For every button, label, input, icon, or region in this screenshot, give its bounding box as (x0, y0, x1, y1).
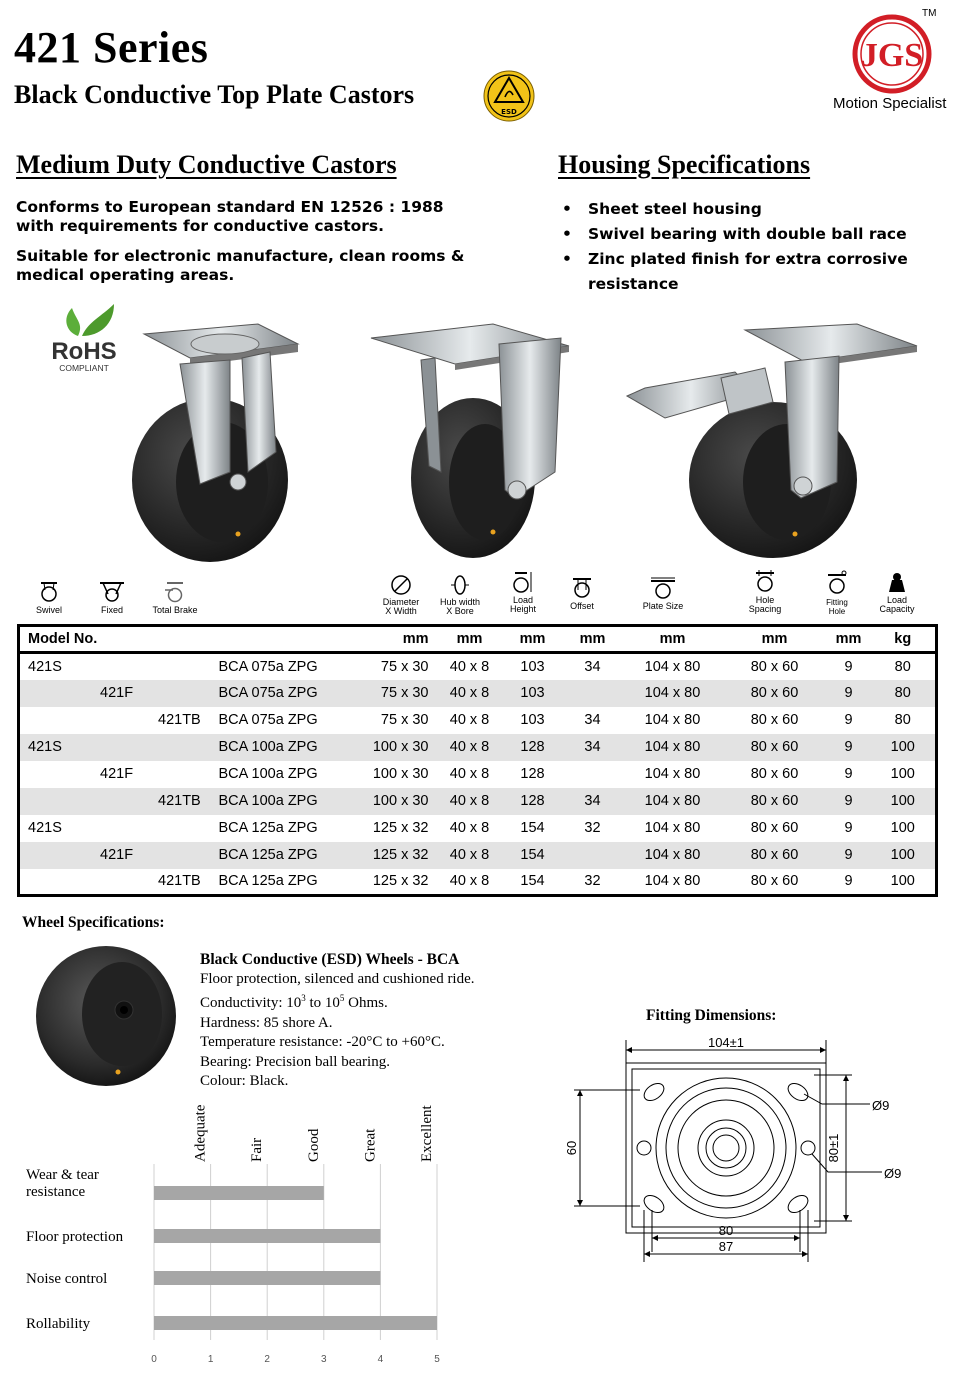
fitting-title: Fitting Dimensions: (646, 1007, 777, 1024)
spacing-cell: 80 x 60 (750, 712, 799, 728)
category-label: Rollability (26, 1316, 91, 1332)
offset-icon (570, 576, 594, 600)
page-subtitle: Black Conductive Top Plate Castors (14, 80, 415, 109)
spacing-cell: 80 x 60 (750, 658, 799, 675)
dim-spacing-label: 60 (564, 1140, 579, 1156)
diameter-cell: 125 x 32 (372, 873, 429, 890)
load-cell: 100 (890, 793, 915, 809)
height-cell: 128 (520, 793, 545, 809)
wheel-colour: Colour: Black. (200, 1073, 289, 1089)
list-item: • Swivel bearing with double ball race (562, 222, 969, 247)
load-cell: 100 (890, 820, 915, 836)
code-cell: BCA 100a ZPG (218, 739, 318, 755)
hub-spec: Hub width X Bore (436, 574, 484, 616)
section-heading-conductive: Medium Duty Conductive Castors (16, 150, 397, 179)
hub-icon (449, 574, 471, 596)
plate-size-icon (648, 576, 678, 600)
rohs-compliant-text: COMPLIANT (59, 363, 109, 373)
offset-cell: 34 (584, 658, 601, 675)
trademark: TM (922, 8, 937, 19)
load-capacity-spec: Load Capacity (876, 572, 918, 614)
offset-cell: 34 (584, 739, 601, 755)
fitting-hole-spec: Fitting Hole (818, 570, 856, 616)
model-cell: 421S (28, 820, 62, 836)
weight-icon (886, 572, 908, 594)
offset-cell: 34 (584, 793, 601, 809)
spacing-cell: 80 x 60 (750, 793, 799, 809)
hole-cell: 9 (844, 685, 853, 701)
dim-plate-label: 87 (718, 1239, 734, 1254)
total-brake-spec (150, 580, 200, 615)
model-cell: 421TB (158, 793, 201, 809)
swivel-castor-image (130, 322, 310, 562)
fixed-label: Fixed (100, 605, 123, 615)
code-cell: BCA 125a ZPG (218, 847, 318, 863)
code-cell: BCA 075a ZPG (218, 712, 318, 728)
fixed-icon (99, 580, 125, 604)
total-brake-label: Total Brake (152, 605, 198, 615)
plate-cell: 104 x 80 (644, 712, 701, 728)
spacing-cell: 80 x 60 (750, 820, 799, 836)
hole-cell: 9 (844, 793, 853, 809)
rating-label: Fair (249, 1137, 266, 1162)
column-header: mm (835, 631, 862, 647)
model-cell: 421F (100, 766, 134, 782)
hole-diameter-label: Ø9 (872, 1098, 890, 1113)
offset-spec: Offset (565, 576, 599, 611)
standard-paragraph: Conforms to European standard EN 12526 : 1988 with requirements for conductive castors. (16, 198, 444, 235)
diameter-cell: 100 x 30 (372, 739, 429, 755)
rohs-logo-icon (48, 302, 120, 376)
load-cell: 100 (890, 847, 915, 863)
plate-cell: 104 x 80 (644, 766, 701, 782)
page-title: 421 Series (14, 23, 209, 72)
hub-cell: 40 x 8 (449, 766, 490, 782)
height-cell: 154 (520, 873, 545, 890)
column-header: mm (519, 631, 546, 647)
height-cell: 128 (520, 739, 545, 755)
offset-cell: 34 (584, 712, 601, 728)
hub-cell: 40 x 8 (449, 873, 490, 890)
diameter-cell: 100 x 30 (372, 793, 429, 809)
diameter-cell: 100 x 30 (372, 766, 429, 782)
hub-cell: 40 x 8 (449, 820, 490, 836)
height-cell: 154 (520, 820, 545, 836)
bar (154, 1271, 380, 1285)
height-cell: 154 (520, 847, 545, 863)
column-header: kg (894, 631, 912, 647)
x-tick-label: 4 (377, 1354, 384, 1365)
x-tick-label: 0 (151, 1354, 157, 1365)
fitting-hole-icon (825, 570, 849, 596)
fitting-diagram (560, 1030, 920, 1270)
esd-badge-icon (483, 70, 535, 122)
rating-chart (18, 1090, 458, 1370)
wheel-section-title: Wheel Specifications: (22, 914, 165, 931)
hub-cell: 40 x 8 (449, 739, 490, 755)
diameter-spec: Diameter X Width (378, 574, 424, 616)
wheel-bearing: Bearing: Precision ball bearing. (200, 1053, 390, 1070)
plate-cell: 104 x 80 (644, 873, 701, 890)
model-cell: 421S (28, 658, 62, 675)
model-cell: 421F (100, 847, 134, 863)
offset-cell (563, 761, 623, 788)
suitability-paragraph: Suitable for electronic manufacture, clean rooms & medical operating areas. (16, 247, 465, 284)
code-cell: BCA 100a ZPG (218, 766, 318, 782)
total-brake-castor-image (625, 322, 935, 562)
swivel-spec (32, 580, 66, 615)
x-tick-label: 2 (264, 1354, 270, 1365)
diameter-cell: 75 x 30 (380, 685, 429, 701)
jgs-logo-icon (852, 14, 932, 94)
load-height-icon (512, 570, 534, 594)
hole-cell: 9 (844, 820, 853, 836)
section-heading-housing: Housing Specifications (558, 150, 811, 179)
load-cell: 80 (894, 685, 911, 701)
hole-diameter-label: Ø9 (884, 1166, 902, 1181)
x-tick-label: 5 (434, 1354, 440, 1365)
list-item: • Sheet steel housing (562, 197, 969, 222)
bar (154, 1229, 380, 1243)
offset-cell: 32 (584, 873, 601, 890)
rating-label: Great (362, 1128, 379, 1162)
load-cell: 100 (890, 873, 915, 890)
spacing-cell: 80 x 60 (750, 873, 799, 890)
load-cell: 80 (894, 658, 911, 675)
wheel-feature: Floor protection, silenced and cushioned ride. (200, 970, 475, 987)
rating-label: Adequate (192, 1104, 209, 1162)
swivel-icon (39, 580, 59, 604)
column-header: Model No. (28, 631, 98, 647)
table-row (19, 734, 937, 761)
hole-cell: 9 (844, 873, 853, 890)
table-row (19, 761, 937, 788)
model-cell: 421S (28, 739, 62, 755)
load-cell: 80 (894, 712, 911, 728)
wheel-temperature: Temperature resistance: -20°C to +60°C. (200, 1034, 445, 1050)
x-tick-label: 1 (207, 1354, 214, 1365)
spec-table (17, 624, 938, 897)
hub-cell: 40 x 8 (449, 685, 490, 701)
hub-cell: 40 x 8 (449, 793, 490, 809)
plate-cell: 104 x 80 (644, 685, 701, 701)
dim-hole-spacing-label: 80 (718, 1223, 734, 1238)
dim-depth-label: 80±1 (826, 1133, 841, 1163)
load-cell: 100 (890, 739, 915, 755)
wheel-image (30, 944, 180, 1089)
code-cell: BCA 125a ZPG (218, 873, 318, 890)
swivel-label: Swivel (35, 605, 62, 615)
model-cell: 421F (100, 685, 134, 701)
spacing-cell: 80 x 60 (750, 685, 799, 701)
hole-spacing-icon (753, 568, 777, 594)
category-label: Floor protection (26, 1229, 124, 1245)
spacing-cell: 80 x 60 (750, 739, 799, 755)
offset-cell (563, 680, 623, 707)
hole-spacing-spec: Hole Spacing (742, 568, 788, 614)
category-label: Noise control (26, 1271, 108, 1287)
list-item: • Zinc plated finish for extra corrosive resistance (562, 247, 969, 297)
hub-cell: 40 x 8 (449, 658, 490, 675)
hole-cell: 9 (844, 847, 853, 863)
plate-cell: 104 x 80 (644, 847, 701, 863)
diameter-cell: 75 x 30 (380, 658, 429, 675)
category-label: Wear & tear (26, 1167, 99, 1183)
hole-cell: 9 (844, 739, 853, 755)
jgs-logo-text: JGS (860, 37, 924, 74)
table-row (19, 707, 937, 734)
spacing-cell: 80 x 60 (750, 847, 799, 863)
housing-spec-list (562, 197, 969, 297)
diameter-cell: 125 x 32 (372, 847, 429, 863)
plate-cell: 104 x 80 (644, 793, 701, 809)
height-cell: 103 (520, 712, 545, 728)
load-height-spec: Load Height (504, 570, 542, 614)
diameter-cell: 75 x 30 (380, 712, 429, 728)
bar (154, 1186, 324, 1200)
plate-size-spec: Plate Size (638, 576, 688, 611)
dim-width-label: 104±1 (707, 1035, 745, 1050)
wheel-hardness: Hardness: 85 shore A. (200, 1014, 333, 1031)
diameter-icon (390, 574, 412, 596)
plate-cell: 104 x 80 (644, 820, 701, 836)
table-row (19, 680, 937, 707)
table-row (19, 653, 937, 680)
code-cell: BCA 125a ZPG (218, 820, 318, 836)
esd-badge-text: ESD (501, 108, 517, 116)
column-header: mm (659, 631, 686, 647)
column-header: mm (402, 631, 429, 647)
model-cell: 421TB (158, 712, 201, 728)
height-cell: 103 (520, 658, 545, 675)
diameter-cell: 125 x 32 (372, 820, 429, 836)
table-header-row (19, 626, 937, 653)
total-brake-icon (163, 580, 187, 604)
plate-cell: 104 x 80 (644, 739, 701, 755)
code-cell: BCA 075a ZPG (218, 685, 318, 701)
fixed-spec (95, 580, 129, 615)
rating-label: Good (305, 1128, 322, 1162)
column-header: mm (761, 631, 788, 647)
offset-cell: 32 (584, 820, 601, 836)
hole-cell: 9 (844, 766, 853, 782)
tagline: Motion Specialist (833, 95, 947, 112)
height-cell: 128 (520, 766, 545, 782)
table-row (19, 842, 937, 869)
fixed-castor-image (365, 322, 570, 562)
spacing-cell: 80 x 60 (750, 766, 799, 782)
category-label: resistance (26, 1184, 86, 1200)
x-tick-label: 3 (321, 1354, 327, 1365)
hub-cell: 40 x 8 (449, 712, 490, 728)
rating-label: Excellent (419, 1105, 435, 1162)
table-row (19, 815, 937, 842)
wheel-description (200, 950, 475, 1092)
table-row (19, 869, 937, 896)
hub-cell: 40 x 8 (449, 847, 490, 863)
height-cell: 103 (520, 685, 545, 701)
offset-cell (563, 842, 623, 869)
model-cell: 421TB (158, 873, 201, 890)
hole-cell: 9 (844, 712, 853, 728)
plate-cell: 104 x 80 (644, 658, 701, 675)
hole-cell: 9 (844, 658, 853, 675)
load-cell: 100 (890, 766, 915, 782)
code-cell: BCA 100a ZPG (218, 793, 318, 809)
code-cell: BCA 075a ZPG (218, 658, 318, 675)
wheel-conductivity: Conductivity: $10^3$ to $10^5$ Ohms. (200, 993, 388, 1011)
column-header: mm (579, 631, 606, 647)
column-header: mm (456, 631, 483, 647)
column-header (219, 626, 349, 653)
rohs-text: RoHS (51, 338, 117, 365)
bar (154, 1316, 437, 1330)
table-row (19, 788, 937, 815)
wheel-name: Black Conductive (ESD) Wheels - BCA (200, 951, 460, 968)
